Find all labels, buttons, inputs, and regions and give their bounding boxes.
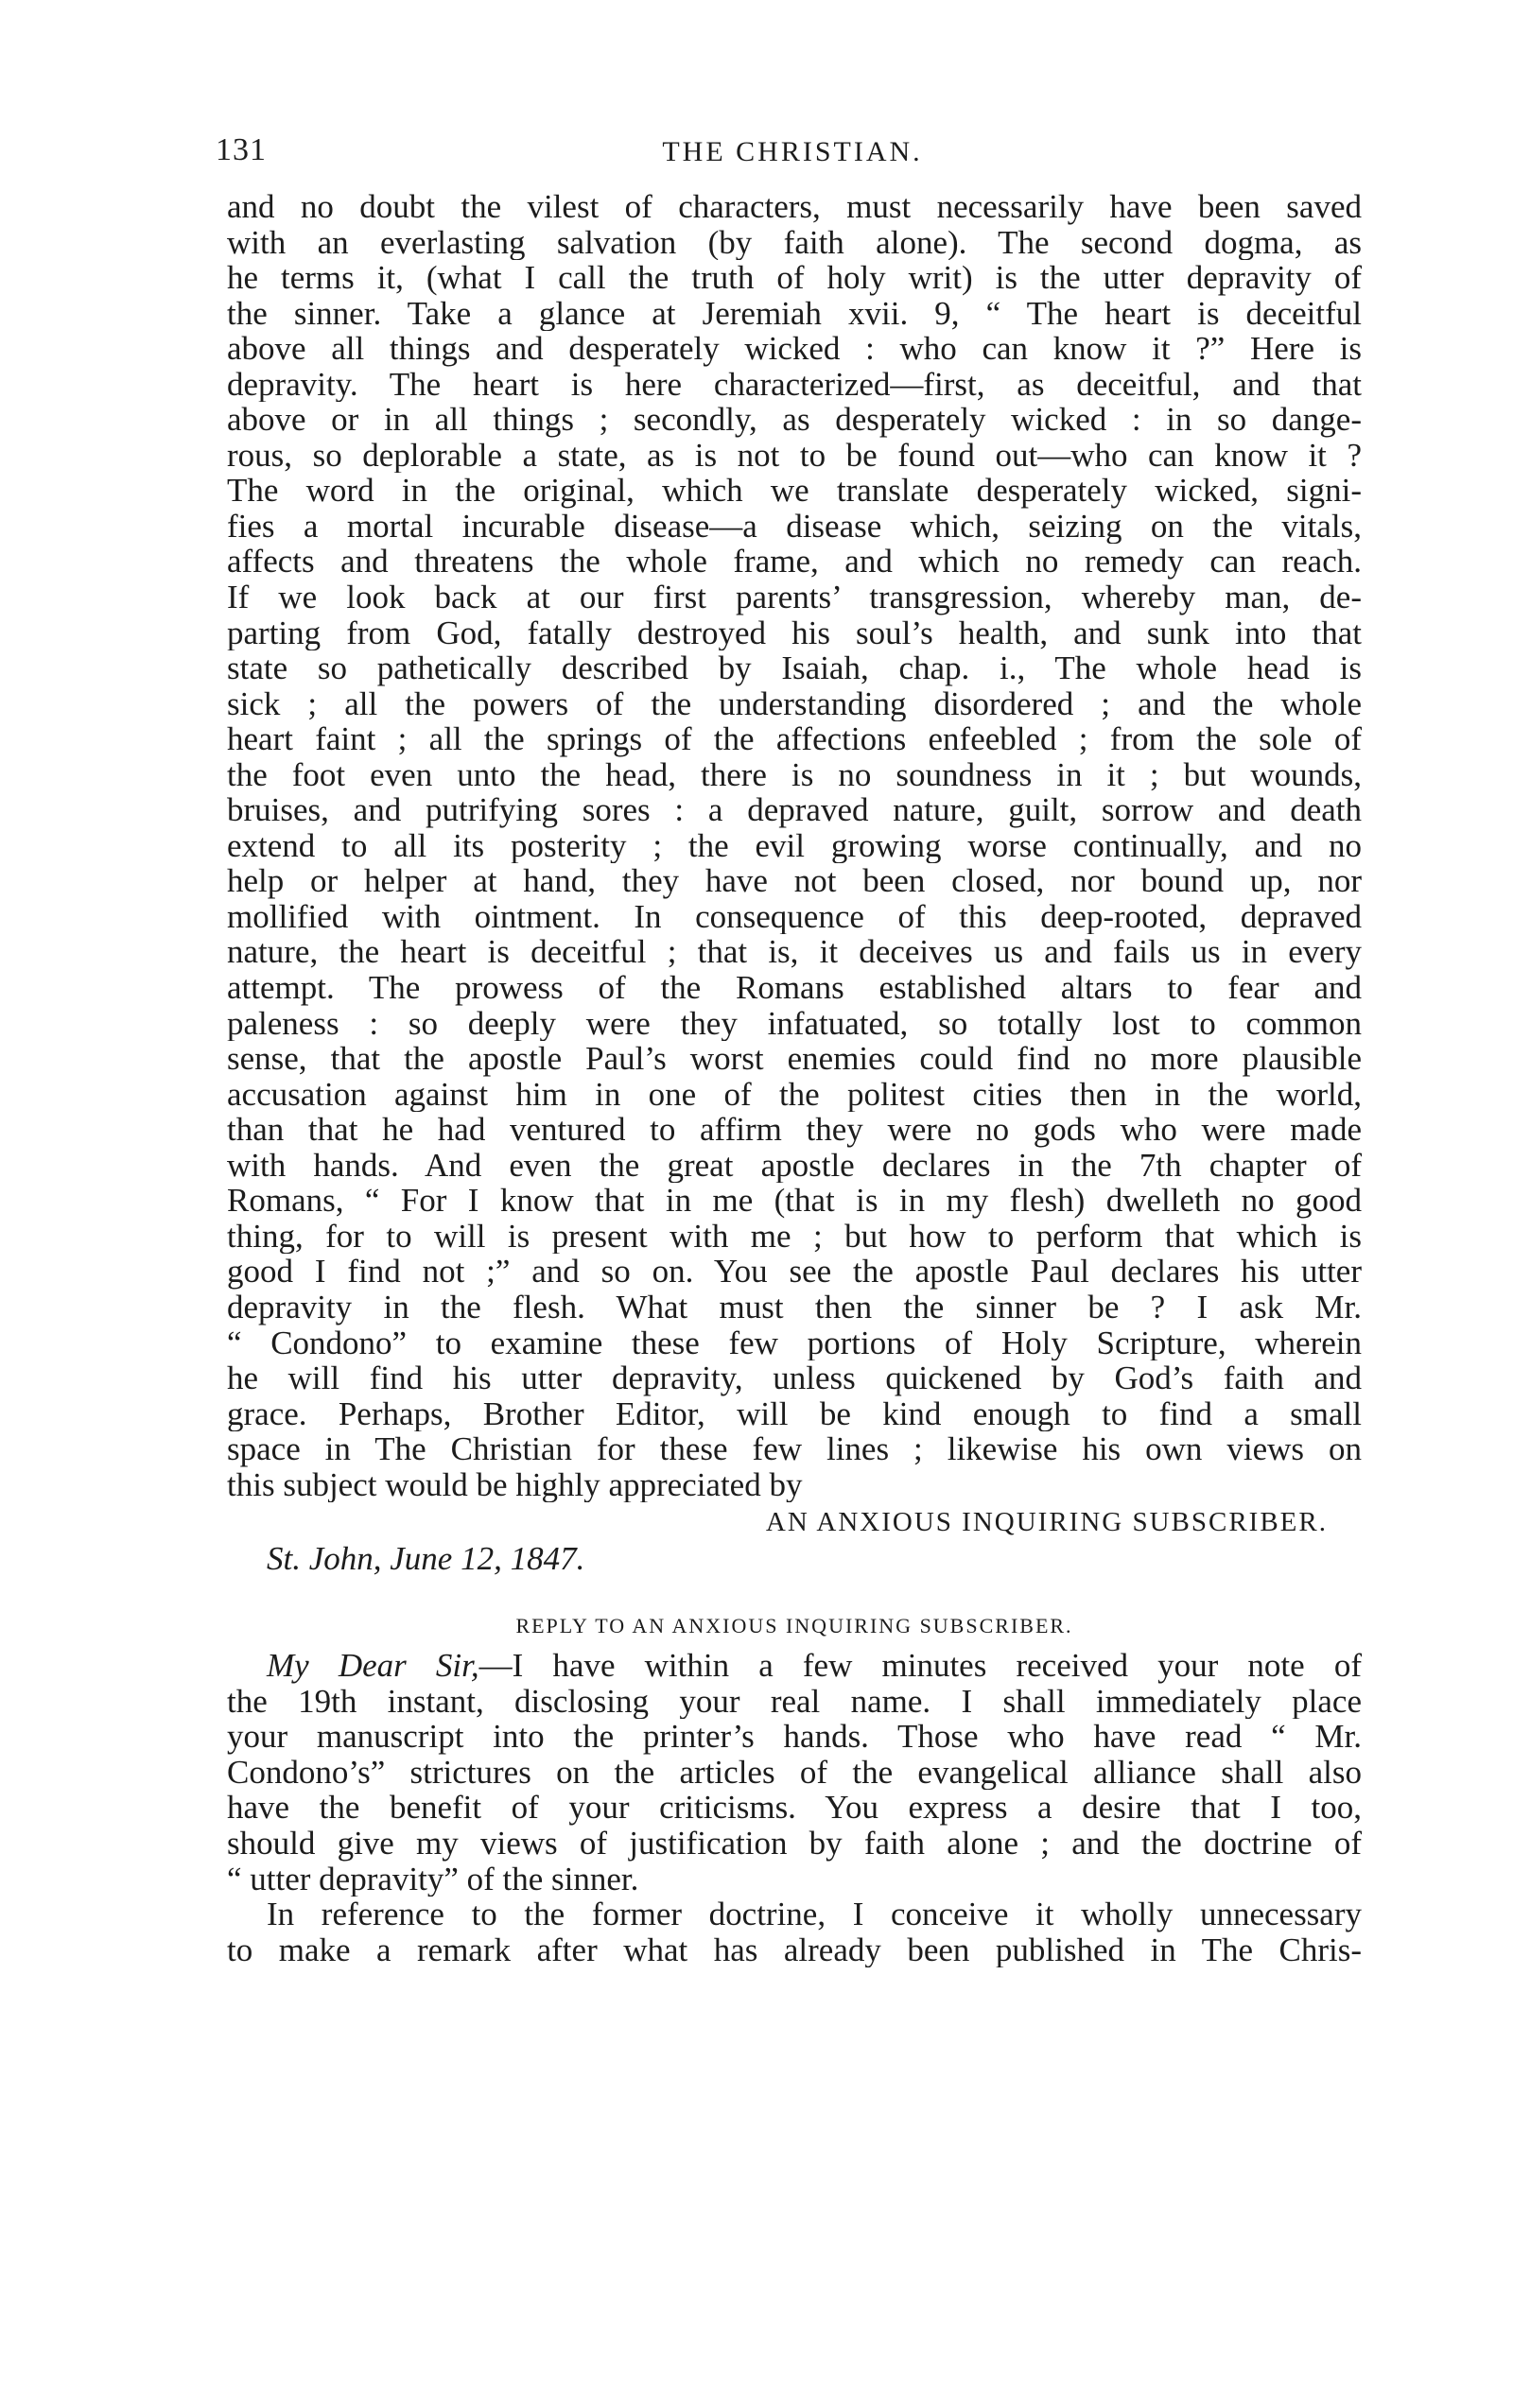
text-line: to make a remark after what has already been published in The Chris- (227, 1932, 1362, 1968)
text-line: the foot even unto the head, there is no soundness in it ; but wounds, (227, 756, 1362, 793)
text-line: sick ; all the powers of the understanding disordered ; and the whole (227, 685, 1362, 722)
text-line: with an everlasting salvation (by faith alone). The second dogma, as (227, 224, 1362, 261)
text-line: he will find his utter depravity, unless quickened by God’s faith and (227, 1360, 1362, 1396)
text-line: mollified with ointment. In consequence of this deep-rooted, depraved (227, 898, 1362, 935)
text-line (227, 1648, 1362, 1684)
body-text (227, 189, 1362, 1967)
text-line: rous, so deplorable a state, as is not to be found out—who can know it ? (227, 437, 1362, 474)
section-heading: REPLY TO AN ANXIOUS INQUIRING SUBSCRIBER. (515, 1614, 1073, 1638)
text-line: thing, for to will is present with me ; but how to perform that which is (227, 1218, 1362, 1255)
text-line: above all things and desperately wicked : who can know it ?” Here is (227, 331, 1362, 367)
text-line: he terms it, (what I call the truth of holy writ) is the utter depravity of (227, 260, 1362, 296)
running-head (216, 132, 1369, 178)
text-line: above or in all things ; secondly, as desperately wicked : in so dange- (227, 402, 1362, 438)
text-line: the 19th instant, disclosing your real name. I shall immediately place (227, 1683, 1362, 1720)
text-line: The word in the original, which we translate desperately wicked, signi- (227, 473, 1362, 509)
text-line: help or helper at hand, they have not been closed, nor bound up, nor (227, 863, 1362, 899)
text-line: good I find not ;” and so on. You see the apostle Paul declares his utter (227, 1254, 1362, 1290)
page-number: 131 (216, 132, 267, 167)
text-line: Condono’s” strictures on the articles of the evangelical alliance shall also (227, 1754, 1362, 1791)
text-line: bruises, and putrifying sores : a depraved nature, guilt, sorrow and death (227, 792, 1362, 828)
text-line: nature, the heart is deceitful ; that is, it deceives us and fails us in every (227, 934, 1362, 971)
text-line: your manuscript into the printer’s hands. Those who have read “ Mr. (227, 1719, 1362, 1755)
text-line: space in The Christian for these few lines ; likewise his own views on (227, 1431, 1362, 1467)
dateline: St. John, June 12, 1847. (267, 1540, 585, 1578)
text-line: this subject would be highly appreciated by (227, 1466, 803, 1503)
text-line: sense, that the apostle Paul’s worst enemies could find no more plausible (227, 1041, 1362, 1077)
signature: AN ANXIOUS INQUIRING SUBSCRIBER. (765, 1507, 1328, 1538)
text-line: depravity in the flesh. What must then the sinner be ? I ask Mr. (227, 1289, 1362, 1325)
text-line: attempt. The prowess of the Romans established altars to fear and (227, 970, 1362, 1006)
running-title: THE CHRISTIAN. (662, 136, 923, 167)
text-line: Romans, “ For I know that in me (that is in my flesh) dwelleth no good (227, 1183, 1362, 1219)
text-line: accusation against him in one of the politest cities then in the world, (227, 1076, 1362, 1113)
text-line: state so pathetically described by Isaiah, chap. i., The whole head is (227, 650, 1362, 686)
text-line: parting from God, fatally destroyed his soul’s health, and sunk into that (227, 615, 1362, 651)
letter-body (227, 189, 1362, 1578)
reply-body (227, 1648, 1362, 1967)
text-line: heart faint ; all the springs of the affections enfeebled ; from the sole of (227, 721, 1362, 757)
salutation: My Dear Sir, (267, 1648, 479, 1684)
text-line: affects and threatens the whole frame, and which no remedy can reach. (227, 544, 1362, 580)
text-line: grace. Perhaps, Brother Editor, will be kind enough to find a small (227, 1395, 1362, 1432)
text-line-content: —I have within a few minutes received your note of (478, 1648, 1362, 1684)
text-line: with hands. And even the great apostle declares in the 7th chapter of (227, 1147, 1362, 1184)
text-line: depravity. The heart is here characterized—first, as deceitful, and that (227, 366, 1362, 403)
text-line: than that he had ventured to affirm they were no gods who were made (227, 1112, 1362, 1148)
text-line: paleness : so deeply were they infatuated, so totally lost to common (227, 1005, 1362, 1042)
text-line: If we look back at our first parents’ transgression, whereby man, de- (227, 580, 1362, 615)
text-line: In reference to the former doctrine, I conceive it wholly unnecessary (267, 1897, 1362, 1932)
text-line: “ Condono” to examine these few portions of Holy Scripture, wherein (227, 1325, 1362, 1361)
text-line: “ utter depravity” of the sinner. (227, 1861, 639, 1897)
text-line: and no doubt the vilest of characters, must necessarily have been saved (227, 189, 1362, 225)
text-line: the sinner. Take a glance at Jeremiah xvii. 9, “ The heart is deceitful (227, 295, 1362, 332)
text-line: extend to all its posterity ; the evil growing worse continually, and no (227, 827, 1362, 864)
text-line: fies a mortal incurable disease—a disease which, seizing on the vitals, (227, 508, 1362, 545)
text-line: have the benefit of your criticisms. You express a desire that I too, (227, 1790, 1362, 1826)
text-line: should give my views of justification by faith alone ; and the doctrine of (227, 1825, 1362, 1862)
